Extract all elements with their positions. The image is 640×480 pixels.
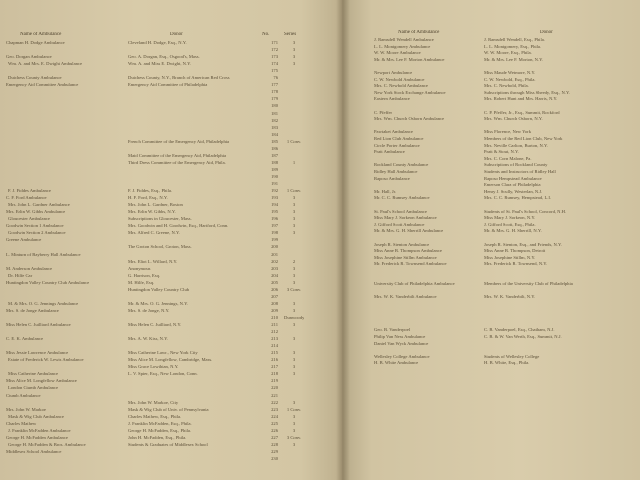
right-entry-name: Ridley Hall Ambulance: [374, 169, 418, 174]
left-entry-number: 190: [271, 173, 278, 179]
left-entry-name: Miss Jessie Lawrence Ambulance: [6, 350, 69, 356]
left-header-no: No.: [262, 32, 270, 37]
right-entry-name: Mr. C. C. Rumsey Ambulance: [374, 195, 430, 201]
left-entry-series: 3: [292, 441, 296, 447]
left-entry-donor: Cleveland H. Dodge, Esq., N.Y.: [128, 40, 187, 45]
right-entry-donor: Students and Instructors of Ridley Hall: [484, 169, 556, 174]
left-entry-number: 223: [271, 406, 278, 412]
left-entry-name: Mrs. Erlin W. Gibbs Ambulance: [6, 209, 66, 215]
left-entry-series: 3: [292, 209, 296, 215]
left-entry-number: 198: [271, 230, 278, 236]
left-entry-series: 3 Conv.: [286, 434, 302, 440]
left-entry-donor: Subscriptions in Gloucester, Mass.: [128, 216, 192, 222]
right-entry-donor: Mrs. C. Corn Malone, Pa.: [484, 155, 532, 161]
right-entry-donor: C. P. Pfeffer, Jr., Esq., Summit, Rockford: [484, 109, 560, 115]
right-entry-donor: Mrs. C. C. Rumsey, Hempstead, L.I.: [484, 195, 552, 201]
left-entry-donor: J. Franklin McFadden, Esq., Phila.: [128, 420, 192, 426]
right-entry-name: Mrs. C. Newbold Ambulance: [374, 83, 428, 89]
left-entry-name: Huntingdon Valley Country Club Ambulance: [6, 279, 90, 285]
right-entry-name: Geo. B. Vanderpoel: [374, 327, 411, 333]
left-entry-number: 188: [271, 159, 278, 165]
left-entry-series: 2: [292, 258, 296, 264]
left-entry-number: 221: [271, 392, 278, 398]
left-entry-number: 178: [271, 89, 278, 95]
right-entry-name: J. Ramsdell Wendell Ambulance: [374, 37, 434, 42]
left-entry-donor: Mrs. A. W. Kiss, N.Y.: [128, 336, 168, 342]
left-entry-name: C. F. Ford Ambulance: [6, 195, 47, 201]
right-entry-donor: Mr. & Mrs. Lee F. Morton, N.Y.: [484, 56, 544, 62]
right-entry-donor: Subscriptions of Rockland County: [484, 162, 548, 168]
right-entry-name: Miss Mary J. Sorkeon Ambulance: [374, 215, 437, 221]
left-entry-donor: G. Harrison, Esq.: [128, 272, 161, 278]
left-entry-name: Gloucester Ambulance: [8, 216, 50, 222]
left-entry-number: 222: [271, 399, 278, 405]
left-entry-number: 186: [271, 145, 278, 151]
left-entry-name: M. Anderson Ambulance: [6, 265, 53, 271]
right-entry-name: H. B. White Ambulance: [374, 360, 419, 366]
left-entry-donor: Third Dress Committee of the Emergency Aid, Phila.: [128, 159, 226, 165]
left-entry-series: 3: [292, 336, 296, 342]
right-entry-donor: Mrs. C. Newbold, Phila.: [484, 83, 529, 89]
left-entry-donor: L. V. Spier, Esq., New London, Conn.: [128, 371, 198, 377]
right-entry-name: Raposo Ambulance: [374, 175, 410, 181]
left-entry-series: 3: [292, 61, 296, 67]
left-entry-series: 3: [292, 223, 296, 229]
left-entry-series: 3: [292, 216, 296, 222]
left-entry-donor: Mrs. John W. Markoe, City: [128, 399, 179, 405]
left-entry-name: Dutchess County Ambulance: [8, 75, 62, 81]
left-entry-number: 182: [271, 117, 278, 123]
right-entry-donor: Students of St. Paul's School, Concord, N.H.: [484, 208, 567, 214]
left-entry-series: 3: [292, 195, 296, 201]
left-entry-number: 173: [271, 54, 278, 60]
left-entry-name: Chapman H. Dodge Ambulance: [6, 40, 65, 45]
left-entry-name: Geo. Dorgan Ambulance: [6, 54, 52, 60]
left-entry-series: 3 Conv.: [286, 286, 302, 292]
left-entry-number: 189: [271, 166, 278, 172]
left-entry-series: 3: [292, 202, 296, 208]
left-entry-series: 3: [292, 307, 296, 313]
right-entry-donor: C. B. Vanderpoel, Esq., Chatham, N.J.: [484, 327, 555, 333]
left-entry-name: Mrs. John L. Gardner Ambulance: [8, 202, 70, 208]
right-entry-name: Mr. Hall, Jr.: [374, 188, 397, 194]
left-entry-number: 195: [271, 209, 278, 215]
right-entry-donor: Mr. & Mrs. G. H. Sherrill, N.Y.: [484, 228, 542, 234]
left-entry-number: 183: [271, 124, 278, 130]
right-entry-name: Red Lion Club Ambulance: [374, 136, 424, 141]
left-entry-number: 217: [271, 364, 278, 370]
left-entry-donor: Maid Committee of the Emergency Aid, Philadelphia: [128, 152, 227, 158]
left-entry-name: M. & Mrs. O. G. Jennings Ambulance: [8, 300, 79, 306]
right-entry-donor: L. L. Montgomery, Esq., Phila.: [484, 43, 542, 49]
left-entry-donor: Charles Mathew, Esq., Phila.: [128, 413, 182, 419]
right-entry-name: Mr. Frederick R. Townsend Ambulance: [374, 261, 447, 267]
left-entry-number: 184: [271, 131, 278, 137]
left-entry-donor: F. J. Fiddes, Esq., Phila.: [128, 188, 173, 194]
left-entry-donor: Mrs. Alfred C. Greene, N.Y.: [128, 230, 180, 236]
right-entry-donor: Members of the Red Lion Club, New York: [484, 136, 563, 141]
left-entry-donor: Wm. A. and Miss E. Dwight, N.Y.: [128, 61, 191, 67]
left-entry-number: 213: [271, 336, 278, 342]
right-entry-name: Mr. & Mrs. Lee F. Morton Ambulance: [374, 56, 445, 62]
left-entry-number: 205: [271, 279, 278, 285]
left-entry-donor: Students & Graduates of Middlesex School: [128, 441, 208, 447]
left-entry-number: 203: [271, 265, 278, 271]
left-entry-number: 208: [271, 300, 278, 306]
left-entry-number: 230: [271, 455, 278, 461]
right-entry-name: Joseph R. Stenton Ambulance: [374, 241, 430, 247]
left-entry-series: 3: [292, 364, 296, 370]
right-entry-name: St. Paul's School Ambulance: [374, 208, 427, 214]
left-entry-number: 201: [271, 251, 278, 257]
left-entry-series: 1 Conv.: [286, 406, 302, 412]
right-entry-name: Daniel Van Wyck Ambulance: [374, 340, 429, 346]
left-entry-series: 3: [292, 350, 296, 356]
left-entry-series: 3: [292, 399, 296, 405]
left-entry-series: Dunwoody: [284, 314, 304, 320]
left-entry-series: 3: [292, 300, 296, 306]
right-entry-name: Miss Josephine Stillm Ambulance: [374, 254, 437, 260]
left-entry-donor: John H. McFadden, Esq., Phila.: [128, 434, 187, 440]
left-entry-name: George H. McFadden & Bros. Ambulance: [8, 441, 86, 447]
left-entry-name: C. E. K. Ambulance: [6, 336, 43, 342]
left-entry-series: 3: [292, 40, 296, 45]
right-entry-donor: Mrs. Wm. Church Osborn, N.Y.: [484, 116, 543, 122]
left-entry-series: 3: [292, 413, 296, 419]
left-entry-series: 3: [292, 371, 296, 377]
right-entry-name: L. L. Montgomery Ambulance: [374, 43, 431, 49]
right-entry-name: Rockland County Ambulance: [374, 162, 429, 168]
left-entry-number: 227: [271, 434, 278, 440]
left-entry-number: 194: [271, 202, 278, 208]
left-entry-series: 3: [292, 279, 296, 285]
left-entry-series: 3: [292, 420, 296, 426]
left-entry-donor: Huntingdon Valley Country Club: [128, 286, 190, 292]
right-entry-name: C. W. Newbold Ambulance: [374, 76, 425, 82]
right-entry-donor: C. B. & W. Van Werth, Esq., Summit, N.J.: [484, 334, 562, 339]
right-entry-donor: Miss Florence, New York: [484, 129, 532, 135]
right-entry-donor: Students of Wellesley College: [484, 353, 540, 359]
left-entry-donor: Miss Alice M. Longfellow, Cambridge, Mass.: [128, 357, 213, 363]
page-gutter: [336, 0, 350, 480]
left-entry-number: 199: [271, 237, 278, 243]
left-entry-series: 3: [292, 54, 296, 60]
right-entry-donor: Joseph R. Stenton, Esq., and Friends, N.Y.: [484, 241, 562, 247]
right-entry-name: Pratt Ambulance: [374, 149, 405, 155]
right-entry-name: New York Stock Exchange Ambulance: [374, 89, 446, 95]
left-entry-name: Dr. Hilfe Car: [8, 272, 33, 278]
left-entry-series: 3: [292, 357, 296, 363]
left-entry-name: Goodwin Section 2 Ambulance: [8, 230, 66, 236]
left-entry-donor: Miss Helen C. Juilliard, N.Y.: [128, 322, 182, 327]
right-entry-donor: Emerson Clara of Philadelphia: [484, 182, 541, 188]
left-entry-series: 1: [292, 159, 296, 165]
left-entry-number: 181: [271, 110, 278, 116]
right-entry-name: C. Pfeffer: [374, 109, 393, 115]
left-entry-number: 211: [271, 322, 278, 327]
left-entry-number: 212: [271, 329, 278, 335]
left-entry-number: 209: [271, 307, 278, 313]
left-entry-number: 171: [271, 40, 278, 45]
left-entry-name: Emergency Aid Committee Ambulance: [6, 82, 79, 88]
right-entry-name: Miss Anne B. Thompson Ambulance: [374, 248, 442, 254]
right-entry-donor: J. Ramsdell Wendell, Esq., Phila.: [484, 37, 545, 42]
right-entry-name: Pawtaket Ambulance: [374, 129, 413, 135]
left-entry-number: 192: [271, 188, 278, 194]
right-entry-donor: Mrs. Neville Carlton, Burton, N.Y.: [484, 142, 548, 148]
right-entry-donor: Mrs. Robert Hunt and Mrs. Harris, N.Y.: [484, 96, 558, 102]
left-entry-donor: Mrs. Eliot L. Willard, N.Y.: [128, 258, 178, 264]
left-entry-number: 187: [271, 152, 278, 158]
right-entry-donor: Mrs. Frederick R. Townsend, N.Y.: [484, 261, 548, 267]
left-entry-donor: Anonymous: [128, 265, 151, 271]
right-entry-donor: Subscriptions through Miss Sheedy, Esq., N.Y.: [484, 89, 570, 95]
right-entry-donor: C. W. Newbold, Esq., Phila.: [484, 76, 536, 82]
right-entry-name: Wellesley College Ambulance: [374, 353, 430, 359]
left-entry-series: 3: [292, 427, 296, 433]
left-entry-name: Miss Helen C. Juilliard Ambulance: [6, 322, 71, 327]
left-entry-number: 193: [271, 195, 278, 201]
left-entry-number: 228: [271, 441, 278, 447]
left-entry-donor: French Committee of the Emergency Aid, Philadelphia: [128, 138, 230, 144]
right-entry-donor: Members of the University Club of Philadelphia: [484, 281, 573, 287]
left-entry-name: L. Minturn of Bayberry Hall Ambulance: [6, 251, 81, 257]
left-entry-donor: Mask & Wig Club of Univ. of Pennsylvania: [128, 406, 209, 412]
left-entry-number: 177: [271, 82, 278, 88]
left-entry-number: 175: [271, 68, 278, 74]
left-entry-number: 76: [273, 75, 278, 81]
left-entry-series: 1 Conv.: [286, 188, 302, 194]
right-entry-donor: Miss Maude Wetmore, N.Y.: [484, 70, 536, 75]
left-entry-number: 206: [271, 286, 278, 292]
right-entry-donor: Pratt & Stout, N.Y.: [484, 149, 519, 155]
left-entry-donor: Mrs. S. de Jonge, N.Y.: [128, 307, 170, 313]
left-entry-donor: The Groton School, Groton, Mass.: [128, 244, 192, 250]
left-entry-number: 229: [271, 448, 278, 454]
left-entry-donor: Emergency Aid Committee of Philadelphia: [128, 82, 208, 88]
left-entry-donor: Miss Grace Lowthian, N.Y.: [128, 364, 179, 370]
left-entry-number: 185: [271, 138, 278, 144]
right-entry-donor: Mrs. W. K. Vanderbilt, N.Y.: [484, 294, 536, 300]
left-entry-series: 3: [292, 230, 296, 236]
left-entry-number: 215: [271, 350, 278, 356]
right-page: [342, 0, 640, 480]
left-entry-donor: Mrs. Erlin W. Gibbs, N.Y.: [128, 209, 176, 215]
left-entry-series: 3: [292, 322, 296, 327]
left-entry-name: Mrs. John W. Markoe: [6, 406, 46, 412]
left-entry-name: Mrs. S. de Jonge Ambulance: [6, 307, 59, 313]
right-entry-name: Mrs. Wm. Church Osborn Ambulance: [374, 116, 445, 122]
left-entry-donor: Miss Catherine Lawr., New York City: [128, 350, 198, 356]
left-entry-donor: Mrs. John L. Gardner, Boston: [128, 202, 183, 208]
left-entry-name: Charles Mathew: [6, 420, 37, 426]
right-entry-name: Philip Van Ness Ambulance: [374, 334, 426, 339]
left-entry-donor: H. F. Ford, Esq., N.Y.: [128, 195, 168, 201]
left-entry-number: 225: [271, 420, 278, 426]
left-entry-name: Ctumb Ambulance: [6, 392, 41, 398]
left-entry-donor: Geo. A. Dorgan, Esq., Osgood's, Mass.: [128, 54, 200, 60]
right-entry-donor: Miss Mary J. Sorkeon, N.Y.: [484, 215, 536, 221]
right-header-name: Name of Ambulance: [398, 30, 440, 35]
left-entry-number: 218: [271, 371, 278, 377]
left-entry-name: Middlesex School Ambulance: [6, 448, 62, 454]
right-entry-name: W. W. Moore Ambulance: [374, 50, 421, 56]
right-entry-donor: H. B. White, Esq., Phila.: [484, 360, 530, 366]
right-entry-name: Newport Ambulance: [374, 70, 413, 75]
left-entry-number: 210: [271, 314, 278, 320]
left-entry-name: Mask & Wig Club Ambulance: [8, 413, 64, 419]
right-entry-name: University Club of Philadelphia Ambulance: [374, 281, 455, 287]
left-entry-name: Goodwin Section 1 Ambulance: [6, 223, 64, 229]
left-entry-donor: Dutchess County, N.Y., Branch of American Red Cross: [128, 75, 230, 81]
right-entry-donor: W. W. Moore, Esq., Phila.: [484, 50, 532, 56]
left-entry-donor: Mrs. Goodwin and H. Goodwin, Esq., Hartford, Conn.: [128, 223, 229, 229]
left-entry-donor: M. Hilfe, Esq.: [128, 279, 155, 285]
right-entry-donor: J. Gifford Scott, Esq., Phila.: [484, 221, 536, 227]
left-entry-number: 216: [271, 357, 278, 363]
left-entry-number: 204: [271, 272, 278, 278]
right-entry-donor: Henry J. Scully, Westerlan, N.J.: [484, 188, 543, 194]
right-entry-name: Circle Porter Ambulance: [374, 142, 420, 148]
left-header-name: Name of Ambulance: [20, 32, 62, 37]
left-entry-number: 219: [271, 378, 278, 384]
left-entry-number: 191: [271, 181, 278, 186]
right-entry-donor: Miss Josephine Stillm, N.Y.: [484, 254, 536, 260]
left-entry-name: George H. McFadden Ambulance: [6, 434, 68, 440]
left-entry-donor: Mr. & Mrs. O. G. Jennings, N.Y.: [128, 300, 189, 306]
left-entry-number: 214: [271, 343, 278, 349]
left-header-donor: Donor: [170, 32, 183, 37]
left-entry-number: 180: [271, 103, 278, 109]
right-entry-name: Mrs. W. K. Vanderbilt Ambulance: [374, 294, 437, 300]
left-entry-series: 3: [292, 265, 296, 271]
right-entry-name: J. Gifford Scott Ambulance: [374, 221, 425, 227]
left-entry-name: Miss Catherine Ambulance: [8, 371, 59, 377]
left-entry-name: London Ctumb Ambulance: [8, 385, 59, 391]
right-entry-donor: Miss Anne B. Thompson, Detroit: [484, 248, 546, 254]
left-entry-name: Wm. A. and Mrs. E. Dwight Ambulance: [8, 61, 82, 67]
left-entry-number: 224: [271, 413, 278, 419]
left-entry-number: 226: [271, 427, 278, 433]
left-entry-number: 220: [271, 385, 278, 391]
left-entry-name: Miss Alice M. Longfellow Ambulance: [6, 378, 77, 384]
left-entry-series: 3: [292, 47, 296, 53]
left-entry-name: Greene Ambulance: [6, 237, 42, 243]
left-entry-name: F. J. Fiddes Ambulance: [8, 188, 51, 194]
left-entry-number: 196: [271, 216, 278, 222]
right-entry-name: Eastern Ambulance: [374, 96, 410, 102]
left-entry-name: Estate of Frederick W. Lewis Ambulance: [8, 357, 84, 363]
left-entry-name: J. Franklin McFadden Ambulance: [8, 427, 71, 433]
left-entry-number: 200: [271, 244, 278, 250]
left-entry-number: 179: [271, 96, 278, 102]
left-entry-number: 202: [271, 258, 278, 264]
left-entry-series: 3: [292, 272, 296, 278]
right-entry-donor: Raposo Hempstead Ambulance: [484, 175, 542, 181]
left-entry-number: 207: [271, 293, 278, 299]
left-entry-number: 172: [271, 47, 278, 53]
right-header-donor: Donor: [540, 30, 553, 35]
left-entry-number: 197: [271, 223, 278, 229]
left-entry-number: 174: [271, 61, 278, 67]
right-entry-name: Mr. & Mrs. G. H. Sherrill Ambulance: [374, 228, 444, 234]
left-entry-series: 1 Conv.: [286, 138, 302, 144]
left-entry-donor: George H. McFadden, Esq., Phila.: [128, 427, 192, 433]
left-header-series: Series: [284, 32, 297, 37]
